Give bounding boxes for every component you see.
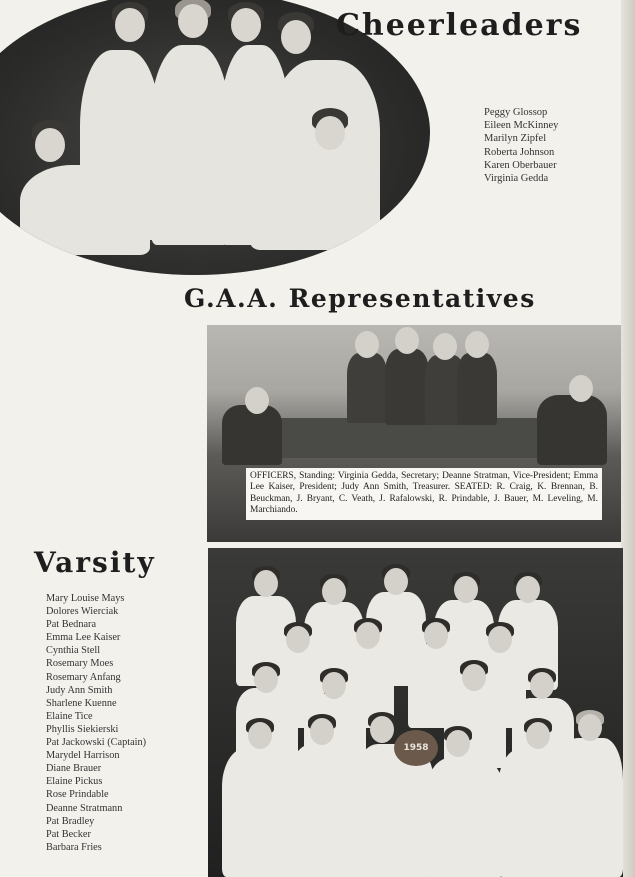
head	[578, 714, 602, 741]
player-figure	[558, 738, 623, 877]
head	[115, 8, 145, 42]
name-item: Emma Lee Kaiser	[46, 632, 121, 644]
name-item: Marilyn Zipfel	[484, 133, 547, 145]
gaa-title: G.A.A. Representatives	[184, 284, 536, 313]
name-item: Karen Oberbauer	[484, 159, 557, 171]
head	[281, 20, 311, 54]
name-item: Peggy Glossop	[484, 107, 548, 118]
head	[254, 570, 278, 597]
head	[433, 333, 457, 360]
cheerleader-figure	[20, 165, 150, 255]
name-item: Phyllis Siekierski	[46, 723, 119, 735]
name-item: Rosemary Anfang	[46, 671, 121, 683]
name-item: Judy Ann Smith	[46, 684, 113, 696]
seated-figure	[537, 395, 607, 465]
head	[530, 672, 554, 699]
head	[384, 568, 408, 595]
head	[35, 128, 65, 162]
varsity-photo	[208, 548, 623, 877]
officer-figure	[385, 349, 429, 425]
officer-figure	[347, 353, 387, 423]
head	[322, 578, 346, 605]
name-item: Marydel Harrison	[46, 750, 120, 762]
head	[446, 730, 470, 757]
name-item: Pat Becker	[46, 828, 91, 840]
varsity-name-list	[46, 592, 146, 854]
head	[231, 8, 261, 42]
page-edge	[621, 0, 635, 877]
cheerleaders-title: Cheerleaders	[336, 8, 583, 43]
name-item: Elaine Tice	[46, 710, 93, 722]
head	[286, 626, 310, 653]
head	[370, 716, 394, 743]
name-item: Mary Louise Mays	[46, 593, 125, 604]
head	[454, 576, 478, 603]
head	[462, 664, 486, 691]
seated-figure	[222, 405, 282, 465]
head	[315, 116, 345, 150]
head	[254, 666, 278, 693]
cheerleaders-name-list	[484, 106, 558, 185]
gaa-caption: OFFICERS, Standing: Virginia Gedda, Secretary; Deanne Stratman, Vice-President; Emma Lee Kaiser, President; Judy Ann Smith, Treasurer. SEATED: R. Craig, K. Brennan, B. Beuckman, J. Bryant, C. Veath, J. Rafalowski, R. Prindable, J. Bauer, M. Leveling, M. Marchiando.	[246, 468, 602, 520]
head	[356, 622, 380, 649]
varsity-title: Varsity	[34, 546, 156, 579]
name-item: Virginia Gedda	[484, 173, 549, 185]
name-item: Cynthia Stell	[46, 645, 101, 657]
head	[178, 4, 208, 38]
head	[488, 626, 512, 653]
name-item: Elaine Pickus	[46, 776, 103, 788]
head	[355, 331, 379, 358]
head	[322, 672, 346, 699]
name-item: Pat Jackowski (Captain)	[46, 737, 147, 749]
head	[465, 331, 489, 358]
head	[424, 622, 448, 649]
head	[245, 387, 269, 414]
cheerleader-figure	[250, 150, 380, 250]
head	[395, 327, 419, 354]
head	[526, 722, 550, 749]
head	[248, 722, 272, 749]
name-item: Dolores Wierciak	[46, 606, 119, 618]
cheerleader-figure	[150, 45, 230, 245]
head	[310, 718, 334, 745]
head	[569, 375, 593, 402]
name-item: Rosemary Moes	[46, 658, 114, 670]
name-item: Deanne Stratmann	[46, 802, 123, 814]
name-item: Eileen McKinney	[484, 120, 559, 132]
officer-figure	[457, 353, 497, 425]
name-item: Barbara Fries	[46, 841, 102, 853]
name-item: Roberta Johnson	[484, 146, 555, 158]
name-item: Pat Bednara	[46, 619, 97, 631]
head	[516, 576, 540, 603]
name-item: Sharlene Kuenne	[46, 697, 117, 709]
name-item: Diane Brauer	[46, 763, 102, 775]
player-figure	[426, 758, 504, 877]
name-item: Pat Bradley	[46, 815, 95, 827]
basketball: 1958	[394, 730, 438, 766]
name-item: Rose Prindable	[46, 789, 109, 801]
